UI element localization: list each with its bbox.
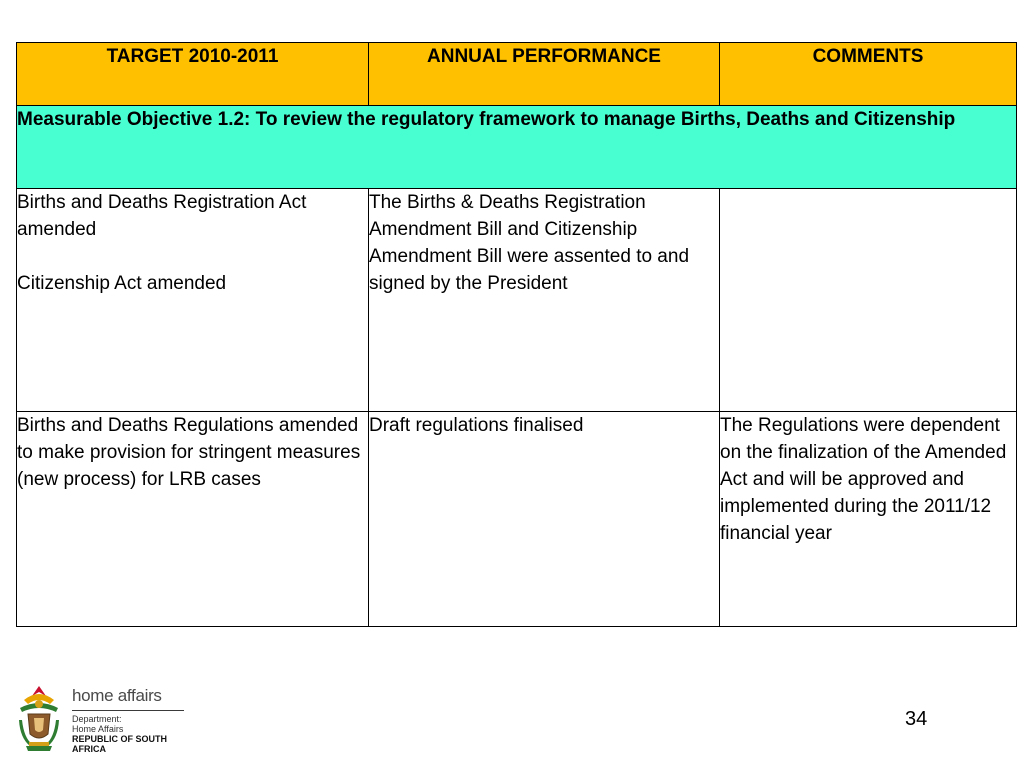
target-cell bbox=[17, 412, 369, 627]
coat-of-arms-icon bbox=[14, 680, 64, 754]
target-item: Births and Deaths Registration Act amended bbox=[17, 192, 307, 240]
dept-line: Home Affairs bbox=[72, 724, 124, 734]
comments-cell: The Regulations were dependent on the finalization of the Amended Act and will be approved and implemented during the 2011/12 financial year bbox=[720, 412, 1017, 627]
brand-name: home affairs bbox=[72, 686, 162, 705]
target-cell bbox=[17, 189, 369, 412]
measurable-objective: Measurable Objective 1.2: To review the regulatory framework to manage Births, Deaths and Citizenship bbox=[17, 106, 1017, 189]
performance-cell: The Births & Deaths Registration Amendment Bill and Citizenship Amendment Bill were assented to and signed by the President bbox=[369, 189, 720, 412]
dept-line: Department: bbox=[72, 714, 122, 724]
table-row bbox=[17, 189, 1017, 412]
header-annual-performance: ANNUAL PERFORMANCE bbox=[369, 43, 720, 106]
header-target: TARGET 2010-2011 bbox=[17, 43, 369, 106]
target-item: Citizenship Act amended bbox=[17, 273, 227, 294]
table-header-row bbox=[17, 43, 1017, 106]
table-row bbox=[17, 412, 1017, 627]
brand-divider bbox=[72, 710, 184, 711]
performance-cell: Draft regulations finalised bbox=[369, 412, 720, 627]
target-item: Births and Deaths Regulations amended to make provision for stringent measures (new process) for LRB cases bbox=[17, 415, 361, 490]
objective-row bbox=[17, 106, 1017, 189]
page-number: 34 bbox=[905, 708, 928, 730]
header-comments: COMMENTS bbox=[720, 43, 1017, 106]
performance-table bbox=[16, 42, 1017, 627]
dept-line: REPUBLIC OF SOUTH AFRICA bbox=[72, 734, 168, 754]
home-affairs-logo bbox=[14, 678, 194, 754]
comments-cell bbox=[720, 189, 1017, 412]
